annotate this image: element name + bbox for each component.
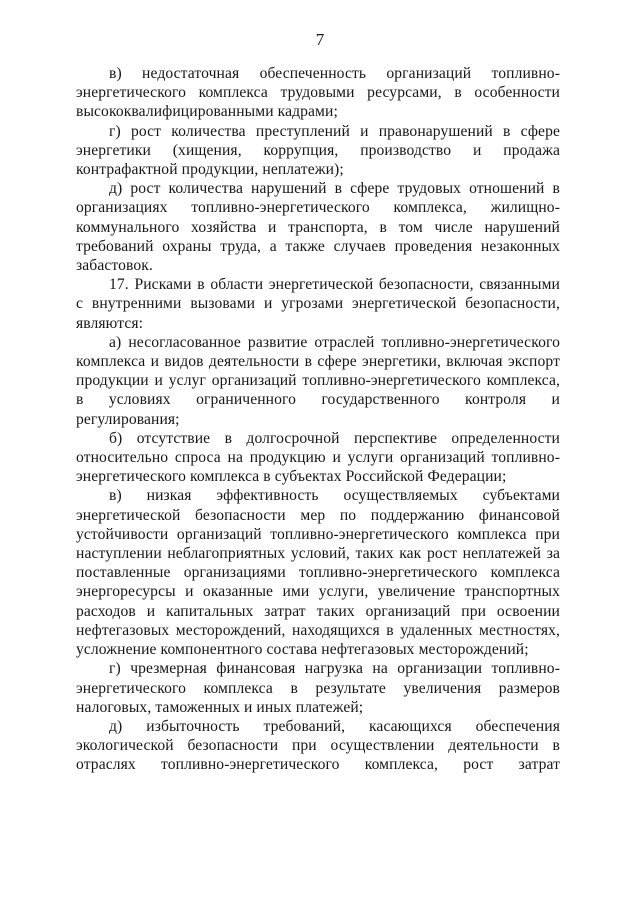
paragraph-item-d-environmental-requirements: д) избыточность требований, касающихся обеспечения экологической безопасности при осуществлении деятельности в отраслях топливно-энергетического комплекса, рост затрат [76, 717, 560, 774]
paragraph-section-17: 17. Рисками в области энергетической безопасности, связанными с внутренними вызовами и угрозами энергетической безопасности, являются: [76, 276, 560, 332]
page-number: 7 [315, 30, 325, 49]
paragraph-item-g-crime: г) рост количества преступлений и правонарушений в сфере энергетики (хищения, коррупция, производство и продажа контрафактной продукции, неплатежи); [76, 122, 560, 179]
paragraph-item-b-demand-uncertainty: б) отсутствие в долгосрочной перспективе определенности относительно спроса на продукцию и услуги организаций топливно-энергетического комплекса в субъектах Российской Федерации; [76, 429, 560, 486]
paragraph-item-v-financial-stability: в) низкая эффективность осуществляемых субъектами энергетической безопасности мер по поддержанию финансовой устойчивости организаций топливно-энергетического комплекса при наступлении неблагоприятных условий, таких как рост неплатежей за поставленные организациями топливно-энергетического комплекса энергоресурсы и оказанные ими услуги, увеличение транспортных расходов и капитальных затрат таких организаций при освоении нефтегазовых месторождений, находящихся в удаленных местностях, усложнение компонентного состава нефтегазовых месторождений; [76, 487, 560, 659]
paragraph-item-a-uncoordinated-development: а) несогласованное развитие отраслей топливно-энергетического комплекса и видов деятельности в сфере энергетики, включая экспорт продукции и услуг организаций топливно-энергетического комплекса, в условиях ограниченного государственного контроля и регулирования; [76, 333, 560, 428]
document-body [76, 64, 560, 775]
paragraph-item-g-financial-burden: г) чрезмерная финансовая нагрузка на организации топливно-энергетического комплекса в результате увеличения размеров налоговых, таможенных и иных платежей; [76, 660, 560, 716]
paragraph-item-d-labor-violations: д) рост количества нарушений в сфере трудовых отношений в организациях топливно-энергетического комплекса, жилищно-коммунального хозяйства и транспорта, в том числе нарушений требований охраны труда, а также случаев проведения незаконных забастовок. [76, 180, 560, 275]
paragraph-item-v-staffing: в) недостаточная обеспеченность организаций топливно-энергетического комплекса трудовыми ресурсами, в особенности высококвалифицированными кадрами; [76, 65, 560, 121]
